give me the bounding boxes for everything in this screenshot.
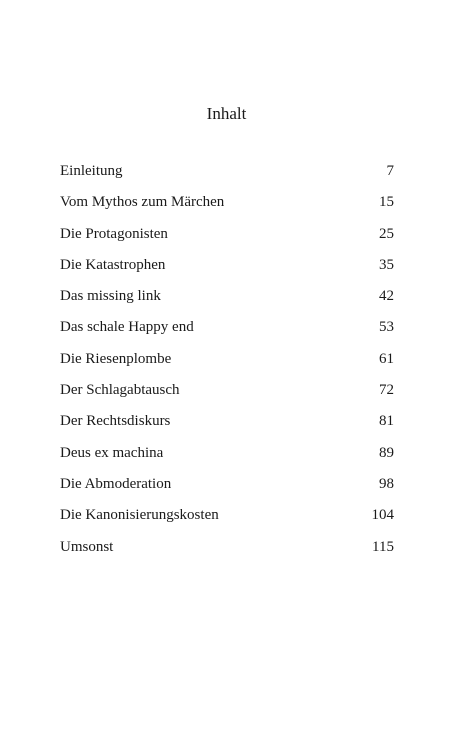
toc-entry-label: Vom Mythos zum Märchen <box>60 194 225 211</box>
toc-entry-page: 15 <box>379 194 394 211</box>
toc-entry-label: Die Protagonisten <box>60 225 168 242</box>
toc-entry <box>60 317 394 348</box>
toc-entry-label: Das schale Happy end <box>60 319 194 336</box>
toc-entry-page: 98 <box>379 475 394 492</box>
toc-entry-page: 115 <box>372 538 394 555</box>
toc-entry-page: 53 <box>379 319 394 336</box>
toc-entry <box>60 349 394 380</box>
toc-entry-label: Die Kanonisierungskosten <box>60 507 219 524</box>
toc-entry <box>60 192 394 223</box>
toc-entry <box>60 443 394 474</box>
toc-entry-page: 42 <box>379 288 394 305</box>
toc-entry <box>60 224 394 255</box>
toc-entry <box>60 161 394 192</box>
toc-entry <box>60 537 394 568</box>
toc-entry-label: Einleitung <box>60 163 123 179</box>
toc-entry-label: Die Riesenplombe <box>60 350 172 367</box>
toc-entry-page: 25 <box>379 225 394 242</box>
toc-entry-label: Die Abmoderation <box>60 475 172 492</box>
toc-entry-label: Der Schlagabtausch <box>60 382 180 399</box>
toc-entry <box>60 380 394 411</box>
toc-entry <box>60 411 394 442</box>
toc-entry-page: 81 <box>379 413 394 430</box>
toc-entry-label: Die Katastrophen <box>60 256 166 273</box>
toc-entry-page: 35 <box>379 256 394 273</box>
toc-title: Inhalt <box>206 104 247 123</box>
toc-entry <box>60 474 394 505</box>
toc-entry-label: Das missing link <box>60 288 161 305</box>
toc-entry <box>60 286 394 317</box>
toc-entry-label: Deus ex machina <box>60 444 164 461</box>
toc-entry-page: 61 <box>379 350 394 367</box>
toc-entry <box>60 505 394 536</box>
toc-entry-label: Umsonst <box>60 538 114 555</box>
toc-entry-page: 89 <box>379 444 394 461</box>
toc-entry-page: 72 <box>379 382 394 399</box>
table-of-contents <box>60 161 394 568</box>
toc-entry-label: Der Rechtsdiskurs <box>60 413 171 430</box>
toc-entry-page: 7 <box>386 163 394 179</box>
toc-entry-page: 104 <box>371 507 394 524</box>
toc-entry <box>60 255 394 286</box>
